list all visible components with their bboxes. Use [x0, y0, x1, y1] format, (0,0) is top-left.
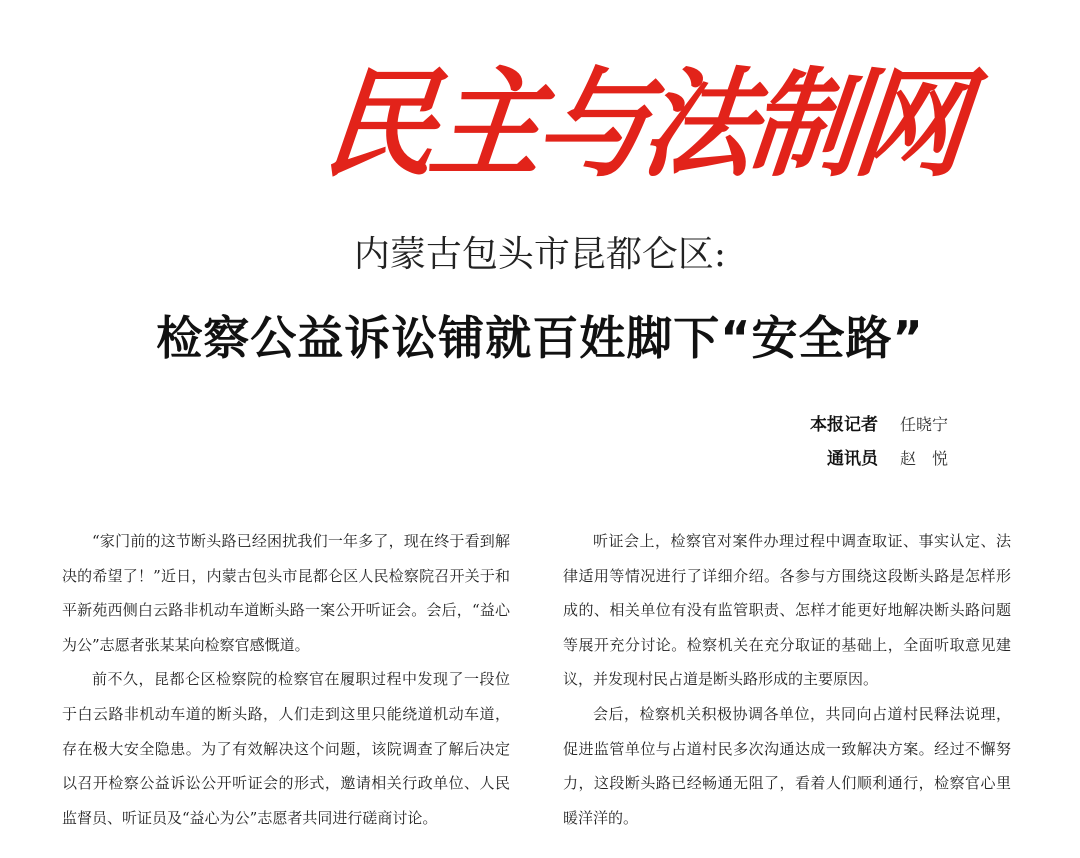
- byline-name: 赵 悦: [900, 449, 949, 468]
- article-subtitle: 内蒙古包头市昆都仑区:: [353, 234, 727, 275]
- article-paragraph: 听证会上，检察官对案件办理过程中调查取证、事实认定、法律适用等情况进行了详细介绍。各参与方围绕这段断头路是怎样形成的、相关单位有没有监管职责、怎样才能更好地解决断头路问题等展开充分讨论。检察机关在充分取证的基础上，全面听取意见建议，并发现村民占道是断头路形成的主要原因。: [563, 532, 1011, 689]
- byline-correspondent: [760, 446, 980, 472]
- site-logo-text: 民主与法制网: [317, 55, 969, 194]
- article-title: 检察公益诉讼铺就百姓脚下“安全路”: [156, 311, 924, 365]
- article-paragraph: “家门前的这节断头路已经困扰我们一年多了，现在终于看到解决的希望了！”近日，内蒙古包头市昆都仑区人民检察院召开关于和平新苑西侧白云路非机动车道断头路一案公开听证会。会后，“益心为公”志愿者张某某向检察官感慨道。: [62, 532, 510, 654]
- article-column-left: [62, 524, 510, 835]
- byline-reporter: [760, 412, 980, 438]
- byline-name: 任晓宁: [900, 415, 949, 434]
- site-logo: [317, 50, 969, 200]
- article-paragraph: 会后，检察机关积极协调各单位，共同向占道村民释法说理，促进监管单位与占道村民多次沟通达成一致解决方案。经过不懈努力，这段断头路已经畅通无阻了，看着人们顺利通行，检察官心里暖洋洋的。: [563, 704, 1011, 827]
- byline-role: 本报记者: [810, 415, 878, 435]
- byline-role: 通讯员: [827, 449, 878, 469]
- article-paragraph: 前不久，昆都仑区检察院的检察官在履职过程中发现了一段位于白云路非机动车道的断头路，人们走到这里只能绕道机动车道，存在极大安全隐患。为了有效解决这个问题，该院调查了解后决定以召开检察公益诉讼公开听证会的形式，邀请相关行政单位、人民监督员、听证员及“益心为公”志愿者共同进行磋商讨论。: [62, 670, 510, 827]
- article-column-right: [563, 524, 1011, 835]
